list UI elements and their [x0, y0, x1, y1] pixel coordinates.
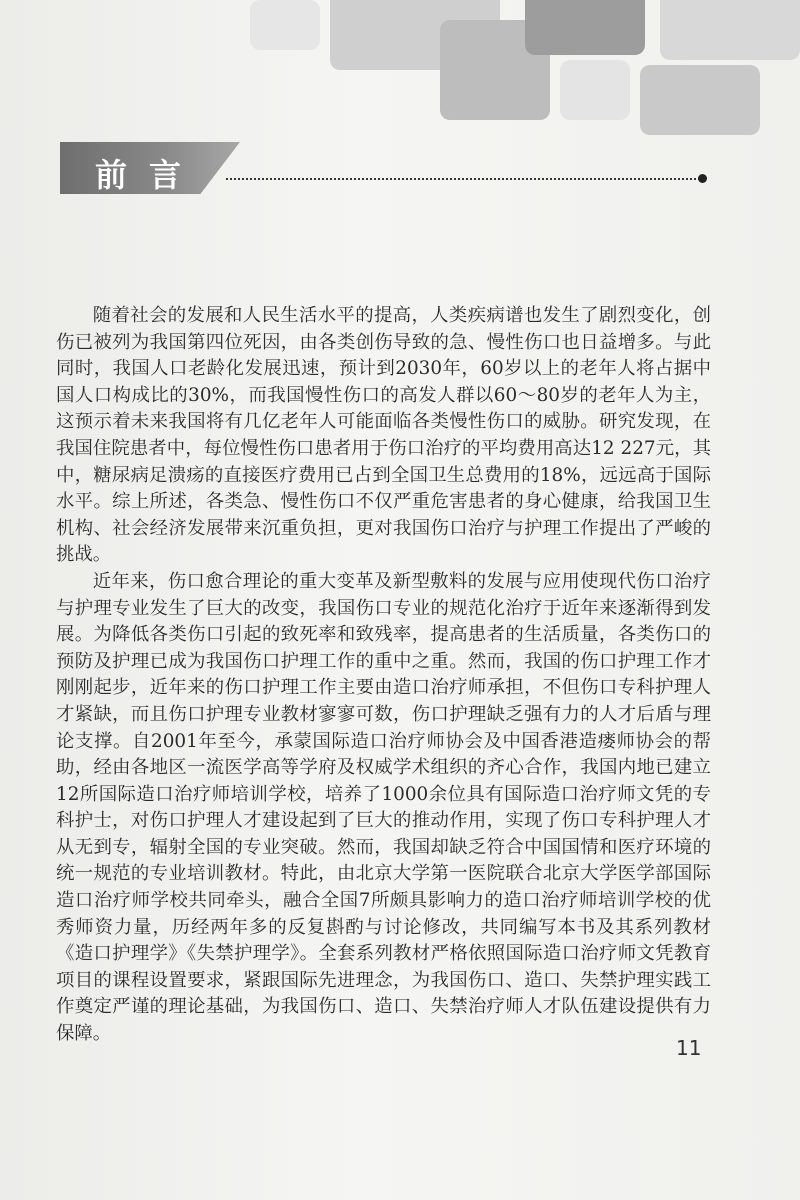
preface-body [56, 303, 711, 1048]
decor-square [640, 65, 760, 135]
decor-square [560, 60, 630, 120]
page-number: 11 [676, 1036, 702, 1060]
decor-square [525, 0, 645, 55]
decorative-header-squares [0, 0, 800, 160]
paragraph-2: 近年来，伤口愈合理论的重大变革及新型敷料的发展与应用使现代伤口治疗与护理专业发生了巨大的改变，我国伤口专业的规范化治疗于近年来逐渐得到发展。为降低各类伤口引起的致死率和致残率，提高患者的生活质量，各类伤口的预防及护理已成为我国伤口护理工作的重中之重。然而，我国的伤口护理工作才刚刚起步，近年来的伤口护理工作主要由造口治疗师承担，不但伤口专科护理人才紧缺，而且伤口护理专业教材寥寥可数，伤口护理缺乏强有力的人才后盾与理论支撑。自2001年至今，承蒙国际造口治疗师协会及中国香港造瘘师协会的帮助，经由各地区一流医学高等学府及权威学术组织的齐心合作，我国内地已建立12所国际造口治疗师培训学校，培养了1000余位具有国际造口治疗师文凭的专科护士，对伤口护理人才建设起到了巨大的推动作用，实现了伤口专科护理人才从无到专，辐射全国的专业突破。然而，我国却缺乏符合中国国情和医疗环境的统一规范的专业培训教材。特此，由北京大学第一医院联合北京大学医学部国际造口治疗师学校共同牵头，融合全国7所颇具影响力的造口治疗师培训学校的优秀师资力量，历经两年多的反复斟酌与讨论修改，共同编写本书及其系列教材《造口护理学》《失禁护理学》。全套系列教材严格依照国际造口治疗师文凭教育项目的课程设置要求，紧跟国际先进理念，为我国伤口、造口、失禁护理实践工作奠定严谨的理论基础，为我国伤口、造口、失禁治疗师人才队伍建设提供有力保障。 [56, 570, 711, 1045]
decor-square [660, 0, 800, 60]
paragraph-1: 随着社会的发展和人民生活水平的提高，人类疾病谱也发生了剧烈变化，创伤已被列为我国第四位死因，由各类创伤导致的急、慢性伤口也日益增多。与此同时，我国人口老龄化发展迅速，预计到2030年，60岁以上的老年人将占据中国人口构成比的30%，而我国慢性伤口的高发人群以60～80岁的老年人为主，这预示着未来我国将有几亿老年人可能面临各类慢性伤口的威胁。研究发现，在我国住院患者中，每位慢性伤口患者用于伤口治疗的平均费用高达12 227元，其中，糖尿病足溃疡的直接医疗费用已占到全国卫生总费用的18%，远远高于国际水平。综上所述，各类急、慢性伤口不仅严重危害患者的身心健康，给我国卫生机构、社会经济发展带来沉重负担，更对我国伤口治疗与护理工作提出了严峻的挑战。 [56, 305, 711, 566]
decor-square [250, 0, 320, 50]
title-dotted-rule [226, 178, 700, 180]
section-title: 前言 [95, 156, 204, 194]
title-rule-end-dot [698, 174, 707, 183]
